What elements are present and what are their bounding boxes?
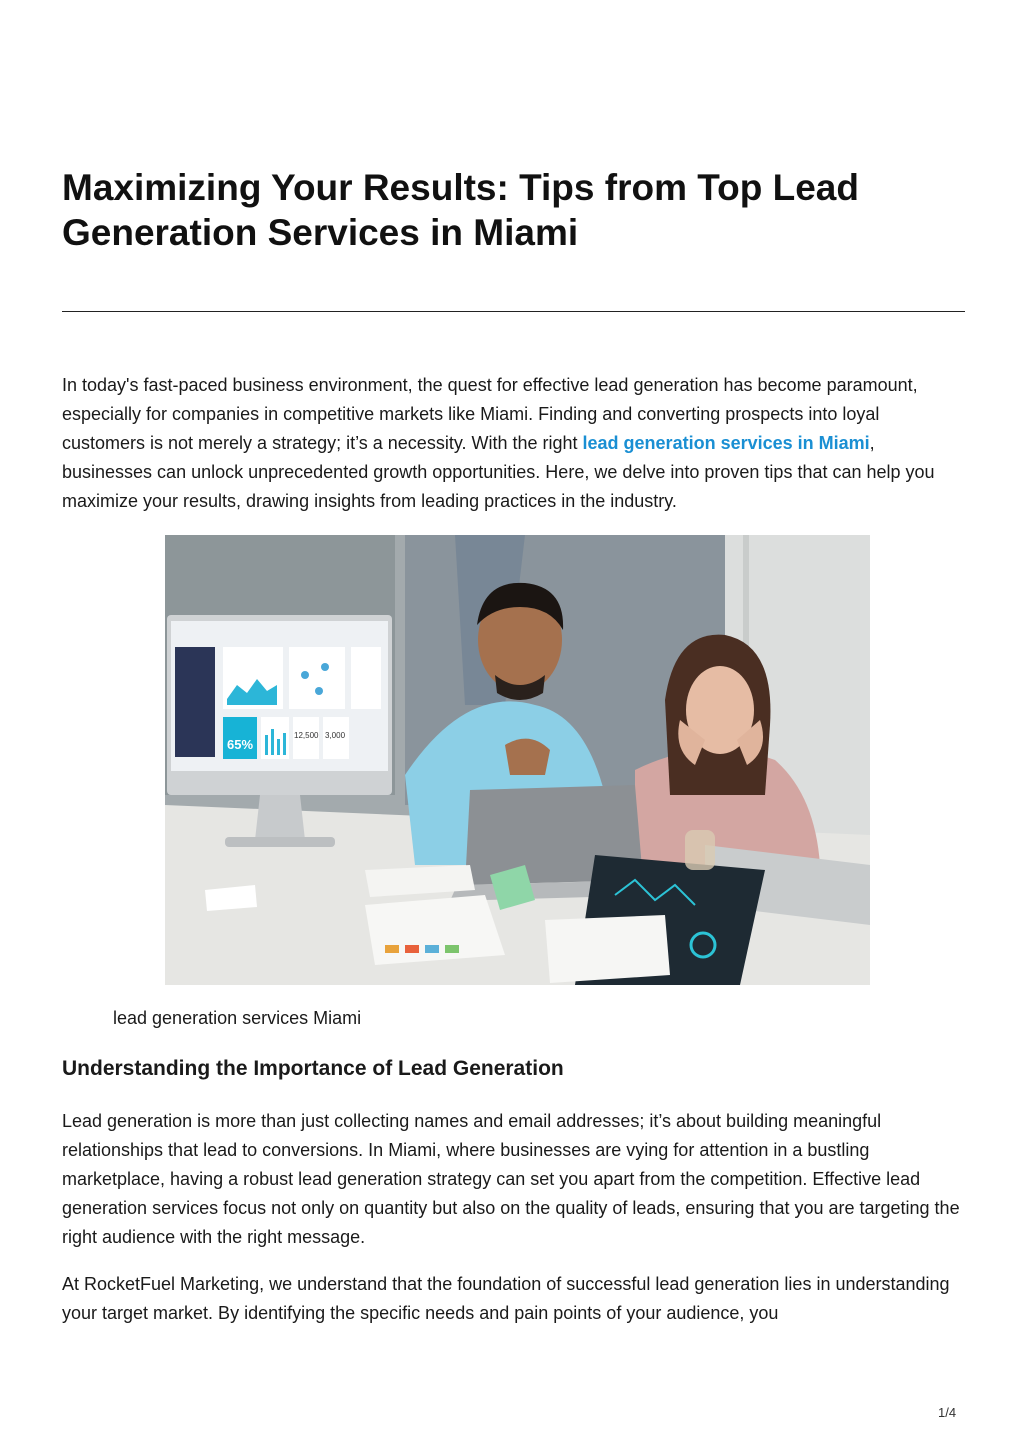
body-paragraph-2: Lead generation is more than just collecting names and email addresses; it’s about building meaningful relationships that lead to conversions. In Miami, where businesses are vying for attention in a bustling marketplace, having a robust lead generation strategy can set you apart from the competition. Effective lead generation services focus not only on quantity but also on the quality of leads, ensuring that you are targeting the right audience with the right message. [62,1111,960,1247]
title-divider [62,311,965,312]
article-title: Maximizing Your Results: Tips from Top Lead Generation Services in Miami [62,167,859,253]
section-heading: Understanding the Importance of Lead Generation [62,1057,564,1080]
article-photo [165,535,870,985]
intro-paragraph [62,371,967,516]
screen-value-b: 3,000 [325,731,346,740]
body-paragraph-3: At RocketFuel Marketing, we understand that the foundation of successful lead generation lies in understanding your target market. By identifying the specific needs and pain points of your audience, you [62,1274,950,1323]
lead-generation-services-link[interactable]: lead generation services in Miami [582,433,870,453]
image-caption: lead generation services Miami [113,1008,362,1028]
screen-value-a: 12,500 [294,731,319,740]
intro-text-end: , businesses can unlock unprecedented growth opportunities. Here, we delve into proven tips that can help you maximize your results, drawing insights from leading practices in the industry. [62,433,935,511]
intro-text-start: In today's fast-paced business environment, the quest for effective lead generation has become paramount, especially for companies in competitive markets like Miami. Finding and converting prospects into loyal customers is not merely a strategy; it’s a necessity. With the right [62,375,918,453]
page-number: 1/4 [938,1405,957,1420]
screen-percent-label: 65% [227,737,254,752]
office-team-illustration [165,535,870,985]
